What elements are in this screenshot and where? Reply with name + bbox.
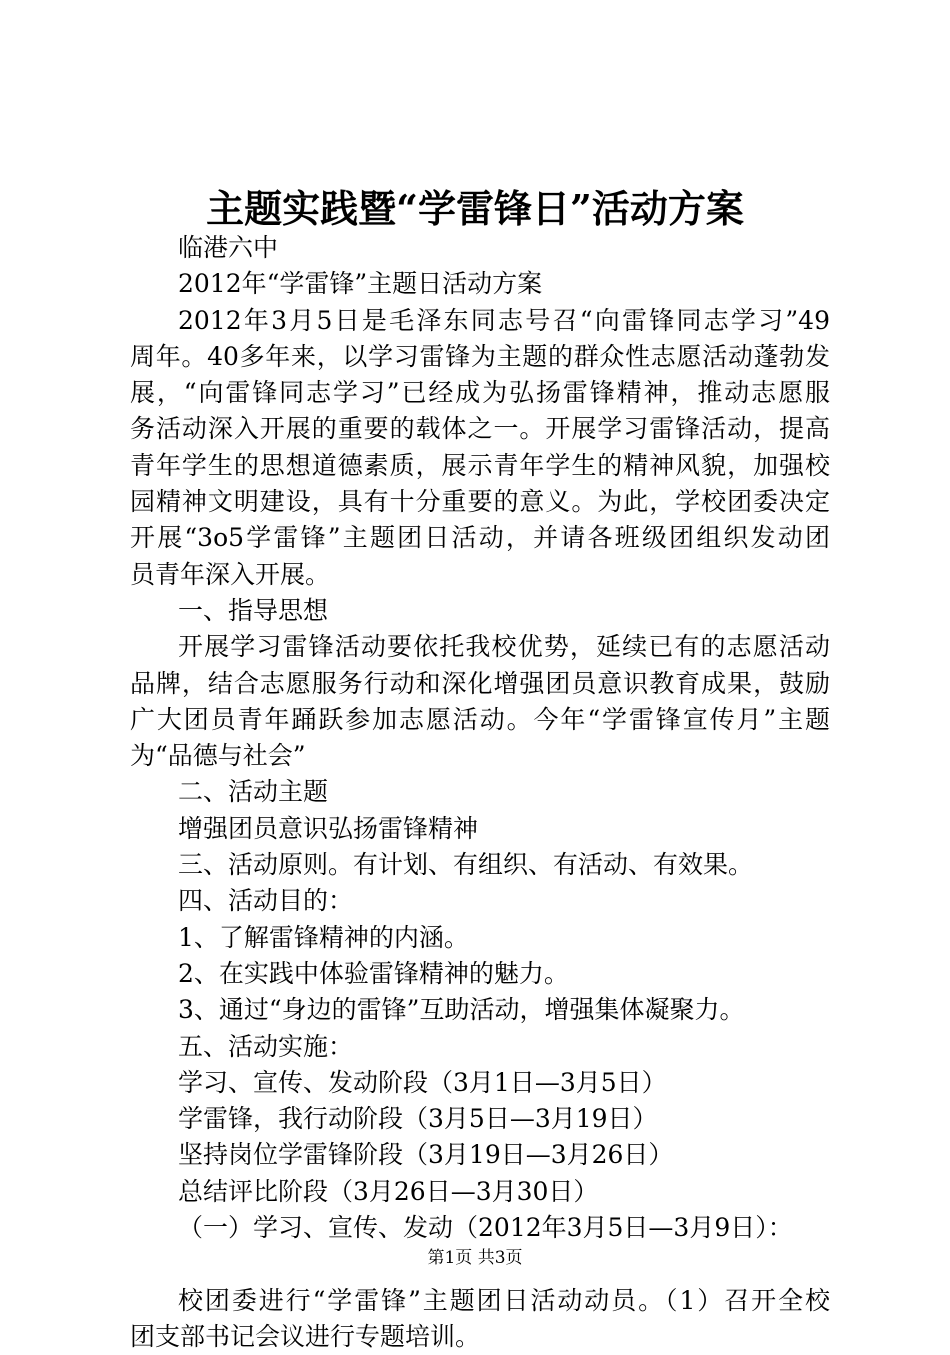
paragraph-line: 2012年3月5日是毛泽东同志号召“向雷锋同志学习”49 xyxy=(178,305,830,335)
paragraph-line: 开展“3o5学雷锋”主题团日活动，并请各班级团组织发动团 xyxy=(130,523,830,553)
subtitle-line: 2012年“学雷锋”主题日活动方案 xyxy=(178,269,543,299)
section-heading: 三、活动原则。有计划、有组织、有活动、有效果。 xyxy=(178,850,754,880)
paragraph-line: 青年学生的思想道德素质，展示青年学生的精神风貌，加强校 xyxy=(130,450,830,480)
phase-item: 坚持岗位学雷锋阶段（3月19日—3月26日） xyxy=(178,1140,674,1170)
paragraph-line: 员青年深入开展。 xyxy=(130,559,331,589)
section-heading: 四、活动目的： xyxy=(178,886,354,916)
paragraph-line: 周年。40多年来，以学习雷锋为主题的群众性志愿活动蓬勃发 xyxy=(130,341,830,371)
document-title: 主题实践暨“学雷锋日”活动方案 xyxy=(206,186,744,231)
paragraph-line: 务活动深入开展的重要的载体之一。开展学习雷锋活动，提高 xyxy=(130,414,830,444)
section-heading: 二、活动主题 xyxy=(178,777,329,807)
phase-item: 学雷锋，我行动阶段（3月5日—3月19日） xyxy=(178,1104,658,1134)
paragraph-line: 展，“向雷锋同志学习”已经成为弘扬雷锋精神，推动志愿服 xyxy=(130,378,830,408)
paragraph-line: 为“品德与社会” xyxy=(130,741,306,771)
phase-item: 学习、宣传、发动阶段（3月1日—3月5日） xyxy=(178,1067,667,1097)
section-heading: 五、活动实施： xyxy=(178,1031,354,1061)
phase-item: 总结评比阶段（3月26日—3月30日） xyxy=(178,1176,599,1206)
paragraph-line: 团支部书记会议进行专题培训。 xyxy=(130,1321,481,1351)
document-body xyxy=(130,230,830,1355)
paragraph-line: 园精神文明建设，具有十分重要的意义。为此，学校团委决定 xyxy=(130,487,830,517)
section-heading: 一、指导思想 xyxy=(178,595,329,625)
school-name-line: 临港六中 xyxy=(178,233,279,262)
paragraph-line: 品牌，结合志愿服务行动和深化增强团员意识教育成果，鼓励 xyxy=(130,668,830,698)
list-item: 2、在实践中体验雷锋精神的魅力。 xyxy=(178,958,569,988)
paragraph-line: 广大团员青年踊跃参加志愿活动。今年“学雷锋宣传月”主题 xyxy=(130,704,830,734)
paragraph-line: 增强团员意识弘扬雷锋精神 xyxy=(178,813,479,843)
page-number-footer: 第1页 共3页 xyxy=(427,1248,523,1268)
paragraph-line: 开展学习雷锋活动要依托我校优势，延续已有的志愿活动 xyxy=(178,632,830,662)
subsection-heading: （一）学习、宣传、发动（2012年3月5日—3月9日）： xyxy=(178,1213,793,1243)
list-item: 1、了解雷锋精神的内涵。 xyxy=(178,922,469,952)
list-item: 3、通过“身边的雷锋”互助活动，增强集体凝聚力。 xyxy=(178,995,745,1025)
paragraph-line: 校团委进行“学雷锋”主题团日活动动员。（1）召开全校 xyxy=(178,1285,830,1315)
